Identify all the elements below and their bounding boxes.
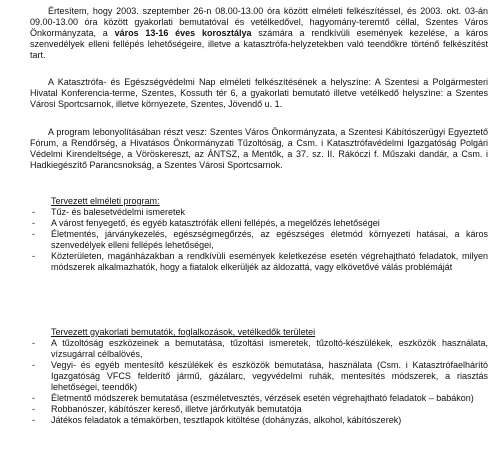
theory-program-heading: Tervezett elméleti program: <box>51 196 160 206</box>
list-item: - Vegyi- és egyéb mentesítő készülékek és eszközök bemutatása, használata (Csm. i Katasztrófaelhárító Igazgatóság VFCS felderítő jármű, gázálarc, vegyvédelmi ruhák, mentesítés módszerek, a riasztás lehetőségei, teendők) <box>30 360 488 393</box>
list-item: - A várost fenyegető, és egyéb katasztrófák elleni fellépés, a megelőzés lehetőségei <box>30 218 488 229</box>
intro-paragraph <box>30 6 488 61</box>
location-text: A Katasztrófa- és Egészségvédelmi Nap elméleti felkészítésének a helyszíne: A Szentesi a Polgármesteri Hivatal Konferencia-terme, Szentes, Kossuth tér 6, a gyakorlati bemutató illetve vetélkedő helyszíne: a Szentes Városi Sportcsarnok, illetve környezete, Szentes, Jövendő u. 1. <box>30 77 488 109</box>
intro-text-start: Értesítem, hogy 2003. szeptember 26-n 08.00-13.00 óra között elméleti felkészítéssel, és 2003. okt. 03-án 09.00-13.00 óra között gyakorlati bemutatóval és vetélkedővel, hagyomány-teremtő céllal, Szentes Város Önkormányzata, a <box>30 6 488 38</box>
list-item: - Közterületen, magánházakban a rendkívüli események keletkezése esetén végrehajtható feladatok, milyen módszerek alkalmazhatók, hogy a fiatalok elkerüljék az áldozattá, vagy elkövetővé válás problémáját <box>30 251 488 273</box>
list-item: - Életmentés, járványkezelés, egészségmegőrzés, az egészséges életmód környezeti hatásai, a káros szenvedélyek elleni fellépés lehetőségei, <box>30 229 488 251</box>
list-item: - Tűz- és balesetvédelmi ismeretek <box>30 207 488 218</box>
location-paragraph <box>30 77 488 110</box>
intro-text-end: számára a rendkívüli események kezelése, a káros szenvedélyek elleni fellépés lehetőségeire, illetve a katasztrófa-helyzetekben való teendőkre történő felkészítést tart. <box>30 28 488 60</box>
theory-program-list <box>30 207 488 273</box>
practical-program-list <box>30 338 488 426</box>
intro-text-bold: város 13-16 éves korosztálya <box>114 28 252 38</box>
practical-program-heading: Tervezett gyakorlati bemutatók, foglalkozások, vetélkedők területei <box>51 327 316 337</box>
participants-paragraph <box>30 127 488 171</box>
participants-text: A program lebonyolításában részt vesz: Szentes Város Önkormányzata, a Szentesi Kábítószerügyi Egyeztető Fórum, a Rendőrség, a Hivatásos Önkormányzati Tűzoltóság, a Csm. i Katasztrófavédelmi Igazgatóság Polgári Védelmi Kirendeltsége, a Vöröskereszt, az ÁNTSZ, a Mentők, a 37. sz. II. Rákóczi f. Műszaki dandár, a Csm. i Hadkiegészítő Parancsnokság, a Szentes Városi Sportcsarnok. <box>30 127 488 170</box>
list-item: - A tűzoltóság eszközeinek a bemutatása, tűzoltási ismeretek, tűzoltó-készülékek, eszközök használata, vízsugárral célbalövés, <box>30 338 488 360</box>
list-item: - Életmentő módszerek bemutatása (eszméletvesztés, vérzések esetén végrehajtható feladatok – babákon) <box>30 393 488 404</box>
list-item: - Robbanószer, kábítószer kereső, illetve járőrkutyák bemutatója <box>30 404 488 415</box>
list-item: - Játékos feladatok a témakörben, tesztlapok kitöltése (dohányzás, alkohol, kábítószerek) <box>30 415 488 426</box>
